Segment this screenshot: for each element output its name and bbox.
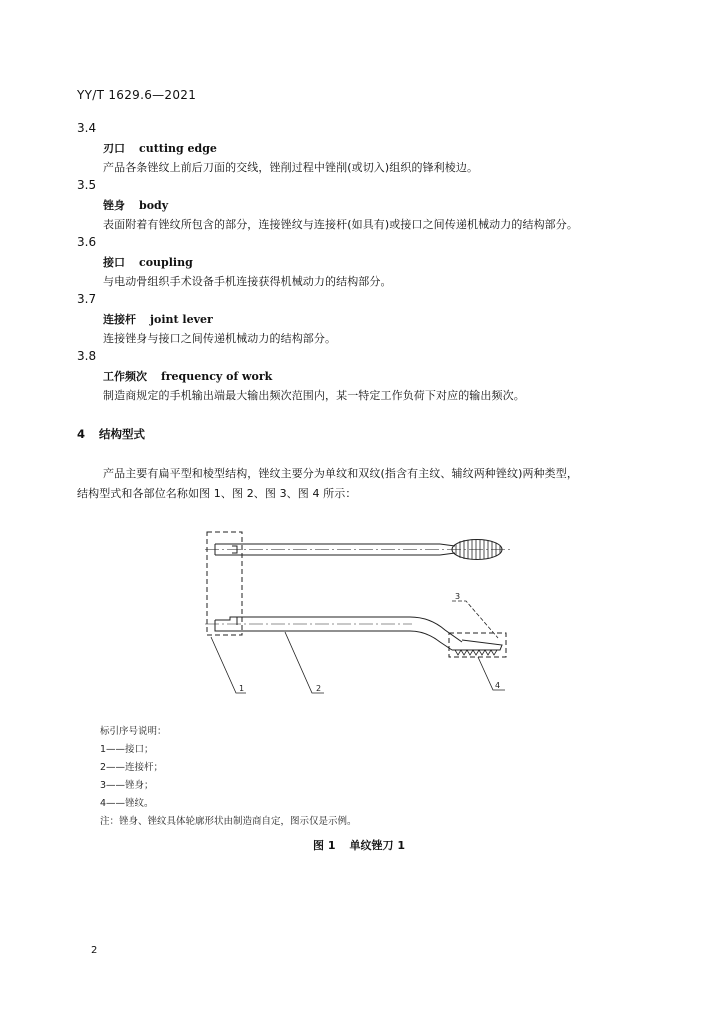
term-3-8-zh: 工作频次 bbox=[103, 370, 147, 383]
legend-item-4: 4——锉纹。 bbox=[100, 798, 154, 809]
leader-line-3 bbox=[452, 601, 498, 638]
file-region-dashed-box bbox=[449, 633, 506, 657]
section-4-paragraph-line-1: 产品主要有扁平型和棱型结构，锉纹主要分为单纹和双纹(指含有主纹、辅纹两种锉纹)两种类型， bbox=[103, 467, 578, 480]
section-4-number: 4 bbox=[77, 427, 86, 441]
term-3-7-zh: 连接杆 bbox=[103, 313, 136, 326]
section-4-title: 结构型式 bbox=[99, 427, 146, 441]
term-3-6-zh: 接口 bbox=[103, 256, 125, 269]
figure-caption-number: 图 1 bbox=[313, 839, 336, 852]
side-view-file-teeth bbox=[455, 650, 497, 655]
section-4-paragraph-line-2: 结构型式和各部位名称如图 1、图 2、图 3、图 4 所示： bbox=[77, 487, 357, 500]
legend-item-2: 2——连接杆； bbox=[100, 762, 164, 773]
term-3-6-definition: 与电动骨组织手术设备手机连接获得机械动力的结构部分。 bbox=[103, 275, 392, 288]
standard-code-header: YY/T 1629.6—2021 bbox=[77, 88, 197, 102]
term-3-5-zh: 锉身 bbox=[103, 199, 125, 212]
term-3-7-definition: 连接锉身与接口之间传递机械动力的结构部分。 bbox=[103, 332, 337, 345]
figure-caption-title: 单纹锉刀 1 bbox=[349, 839, 405, 852]
term-3-4-en: cutting edge bbox=[139, 142, 217, 155]
term-3-5-en: body bbox=[139, 199, 169, 212]
term-3-5-number: 3.5 bbox=[77, 178, 97, 192]
term-3-4-zh: 刃口 bbox=[103, 142, 125, 155]
legend-item-1: 1——接口； bbox=[100, 744, 154, 755]
callout-1: 1 bbox=[239, 684, 245, 693]
side-view-bent-neck bbox=[410, 617, 462, 650]
term-3-4-definition: 产品各条锉纹上前后刀面的交线，锉削过程中锉削(或切入)组织的锋利棱边。 bbox=[103, 161, 479, 174]
legend-item-3: 3——锉身； bbox=[100, 780, 154, 791]
term-3-7-number: 3.7 bbox=[77, 292, 97, 306]
term-3-4-number: 3.4 bbox=[77, 121, 97, 135]
term-3-6-en: coupling bbox=[139, 256, 193, 269]
term-3-7-en: joint lever bbox=[150, 313, 213, 326]
term-3-8-number: 3.8 bbox=[77, 349, 97, 363]
term-3-8-definition: 制造商规定的手机输出端最大输出频次范围内，某一特定工作负荷下对应的输出频次。 bbox=[103, 389, 525, 402]
page-number: 2 bbox=[91, 945, 98, 956]
callout-3: 3 bbox=[455, 592, 461, 601]
legend-title: 标引序号说明： bbox=[100, 726, 167, 737]
leader-line-4 bbox=[478, 657, 505, 690]
term-3-5-definition: 表面附着有锉纹所包含的部分，连接锉纹与连接杆(如具有)或接口之间传递机械动力的结构部分。 bbox=[103, 218, 578, 231]
term-3-8-en: frequency of work bbox=[161, 370, 273, 383]
figure-caption bbox=[313, 837, 405, 853]
figure-note: 注：锉身、锉纹具体轮廓形状由制造商自定，图示仅是示例。 bbox=[100, 816, 357, 827]
callout-4: 4 bbox=[495, 681, 501, 690]
term-3-6-number: 3.6 bbox=[77, 235, 97, 249]
side-view-file-head bbox=[452, 640, 502, 650]
callout-2: 2 bbox=[316, 684, 322, 693]
